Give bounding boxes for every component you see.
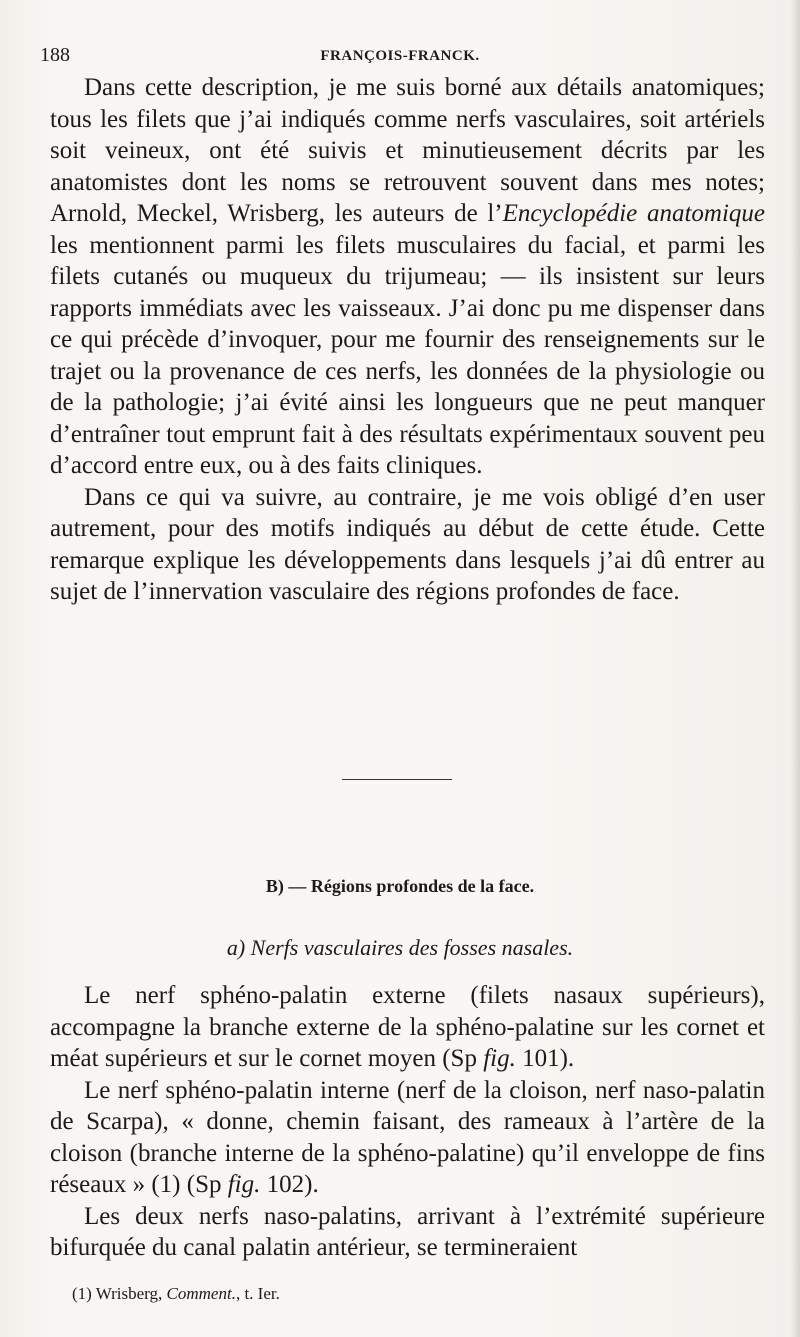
text-run: les mentionnent parmi les filets musculaires du facial, et parmi les filets cutanés ou muqueux du trijumeau; — ils insistent sur leurs rapports immédiats avec les vaisseaux. J’ai donc pu me dispenser dans ce qui précède d’invoquer, pour me fournir des renseignements sur le trajet ou la provenance de ces nerfs, les données de la physiologie ou de la pathologie; j’ai évité ainsi les longueurs que ne peut manquer d’entraîner tout emprunt fait à des résultats expérimentaux souvent peu d’accord entre eux, ou à des faits cliniques. [50,231,765,479]
text-run: Dans cette description, je me suis borné aux détails anatomiques; tous les filets que j’ai indiqués comme nerfs vasculaires, soit artériels soit veineux, ont été suivis et minutieusement décrits par les anatomistes dont les noms se retrouvent souvent dans mes notes; Arnold, Meckel, Wrisberg, les auteurs de l’ [50,74,765,227]
text-run: Le nerf sphéno-palatin externe (filets nasaux supérieurs), accompagne la branche externe de la sphéno-palatine sur les cornet et méat supérieurs et sur le cornet moyen (Sp [50,982,765,1072]
page-header [40,38,760,68]
paragraph [50,980,765,1075]
text-run: 102). [260,1171,319,1198]
text-run: Dans ce qui va suivre, au contraire, je me vois obligé d’en user autrement, pour des motifs indiqués au début de cette étude. Cette remarque explique les développements dans lesquels j’ai dû entrer au sujet de l’innervation vasculaire des régions profondes de face. [50,483,765,605]
footnote [72,1284,280,1304]
section-divider [342,779,452,780]
text-run: , t. Ier. [235,1284,280,1303]
paragraph [50,72,765,482]
italic-text: Encyclopédie anatomique [502,200,766,227]
text-run: (1) Wrisberg, [72,1284,167,1303]
running-head: FRANÇOIS-FRANCK. [320,48,480,64]
page-spine-shadow [790,0,800,1337]
italic-text: fig. [227,1171,261,1198]
paragraph [50,1075,765,1201]
subsection-heading: a) Nerfs vasculaires des fosses nasales. [226,935,574,960]
text-run: Le nerf sphéno-palatin interne (nerf de la cloison, nerf naso-palatin de Scarpa), « donne, chemin faisant, des rameaux à l’artère de la cloison (branche interne de la sphéno-palatine) qu’il enveloppe de fins réseaux » (1) (Sp [50,1076,765,1198]
section-heading: B) — Régions profondes de la face. [265,876,535,896]
paragraph [50,482,765,608]
italic-text: Comment. [166,1284,236,1303]
text-run: 101). [515,1045,575,1072]
text-run: Les deux nerfs naso-palatins, arrivant à l’extrémité supérieure bifurquée du canal palatin antérieur, se termineraient [50,1202,765,1261]
body-text-bottom [50,980,765,1264]
body-text-top [50,72,765,608]
italic-text: fig. [483,1045,516,1072]
page-number: 188 [40,44,70,66]
paragraph [50,1201,765,1264]
